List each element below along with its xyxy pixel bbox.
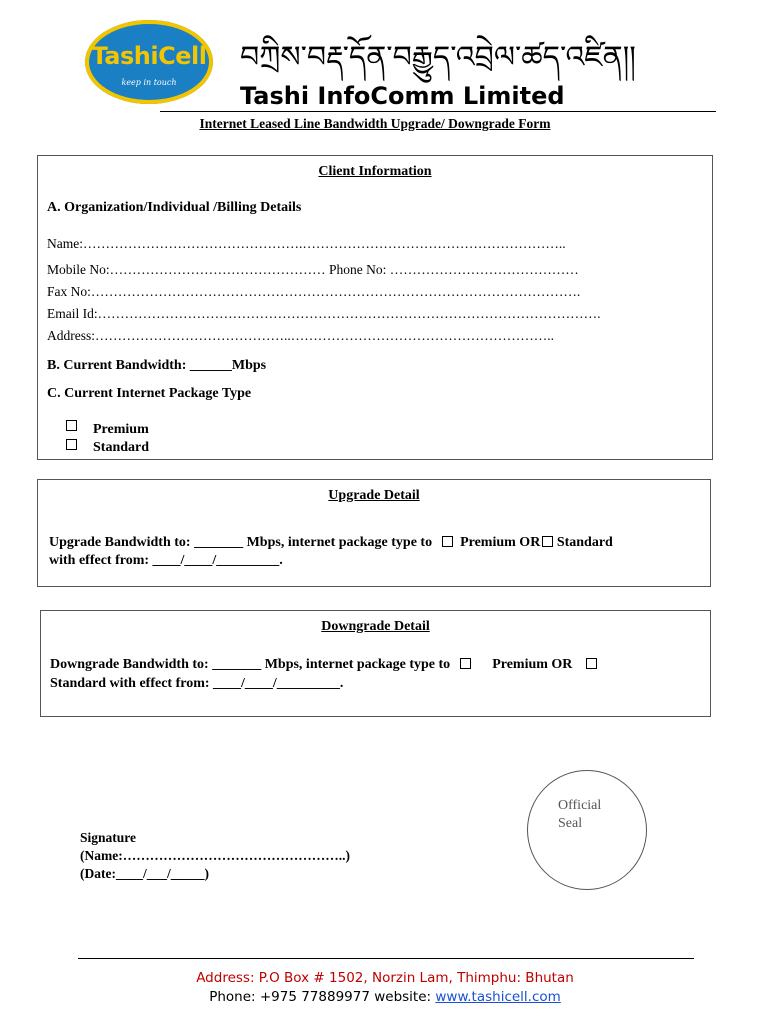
downgrade-standard-checkbox[interactable] bbox=[586, 658, 597, 669]
downgrade-bandwidth-field[interactable]: Downgrade Bandwidth to: _______ Mbps, internet package type to bbox=[50, 657, 451, 672]
downgrade-standard-effective-date-field[interactable]: Standard with effect from: ____/____/_________. bbox=[50, 676, 344, 691]
email-field[interactable]: Email Id:…………………………………………………………………………………………………. bbox=[47, 306, 601, 321]
client-information-section bbox=[37, 155, 713, 460]
header-divider bbox=[160, 111, 716, 112]
downgrade-detail-title: Downgrade Detail bbox=[321, 619, 430, 634]
upgrade-detail-title: Upgrade Detail bbox=[328, 488, 420, 503]
name-field[interactable]: Name:………………………………………….………………………………………………….. bbox=[47, 236, 566, 251]
address-field[interactable]: Address:……………………………………..………………………………………………….. bbox=[47, 328, 554, 343]
website-link[interactable]: www.tashicell.com bbox=[435, 989, 561, 1005]
signature-label: Signature bbox=[80, 830, 137, 845]
section-c-heading: C. Current Internet Package Type bbox=[47, 386, 252, 401]
footer-contact bbox=[0, 989, 770, 1005]
downgrade-premium-label: Premium OR bbox=[492, 657, 573, 672]
upgrade-premium-checkbox[interactable] bbox=[442, 536, 453, 547]
section-a-heading: A. Organization/Individual /Billing Details bbox=[47, 200, 302, 215]
upgrade-detail-section bbox=[37, 479, 711, 587]
logo-text: TashiCell bbox=[91, 42, 207, 70]
signature-date-field[interactable]: (Date:____/___/_____) bbox=[80, 866, 209, 881]
upgrade-effective-date-field[interactable]: with effect from: ____/____/_________. bbox=[49, 553, 283, 568]
downgrade-premium-checkbox[interactable] bbox=[460, 658, 471, 669]
premium-checkbox[interactable] bbox=[66, 420, 77, 431]
downgrade-bandwidth-line bbox=[50, 657, 597, 673]
current-bandwidth-field[interactable]: B. Current Bandwidth: ______Mbps bbox=[47, 358, 267, 373]
tibetan-company-title: བཀྲིས་བརྡ་དོན་བརྒྱུད་འབྲེལ་ཚད་འཛིན།། bbox=[240, 40, 636, 75]
seal-line-official: Official bbox=[558, 798, 602, 813]
upgrade-standard-checkbox[interactable] bbox=[542, 536, 553, 547]
seal-line-seal: Seal bbox=[558, 816, 583, 831]
upgrade-standard-label: Standard bbox=[556, 535, 613, 550]
official-seal-label bbox=[558, 797, 601, 833]
upgrade-bandwidth-line bbox=[49, 535, 613, 551]
company-name: Tashi InfoComm Limited bbox=[240, 82, 565, 110]
footer-address: Address: P.O Box # 1502, Norzin Lam, Thimphu: Bhutan bbox=[196, 970, 574, 986]
premium-option-label: Premium bbox=[93, 422, 149, 437]
downgrade-detail-section bbox=[40, 610, 711, 717]
signature-name-field[interactable]: (Name:…………………………………………..) bbox=[80, 848, 350, 863]
standard-option-label: Standard bbox=[93, 440, 150, 455]
logo-tagline: keep in touch bbox=[121, 78, 177, 87]
client-information-title: Client Information bbox=[318, 164, 432, 179]
official-seal-circle bbox=[527, 770, 647, 890]
standard-checkbox[interactable] bbox=[66, 439, 77, 450]
upgrade-premium-label: Premium OR bbox=[460, 535, 541, 550]
form-title: Internet Leased Line Bandwidth Upgrade/ Downgrade Form bbox=[199, 116, 551, 131]
tashicell-logo bbox=[85, 20, 213, 104]
mobile-phone-field[interactable]: Mobile No:………………………………………… Phone No: …………………………………… bbox=[47, 262, 579, 277]
upgrade-bandwidth-field[interactable]: Upgrade Bandwidth to: _______ Mbps, internet package type to bbox=[49, 535, 433, 550]
footer-phone: Phone: +975 77889977 website: bbox=[209, 989, 436, 1005]
fax-field[interactable]: Fax No:………………………………………………………………………………………………. bbox=[47, 284, 581, 299]
footer-divider bbox=[78, 958, 694, 959]
